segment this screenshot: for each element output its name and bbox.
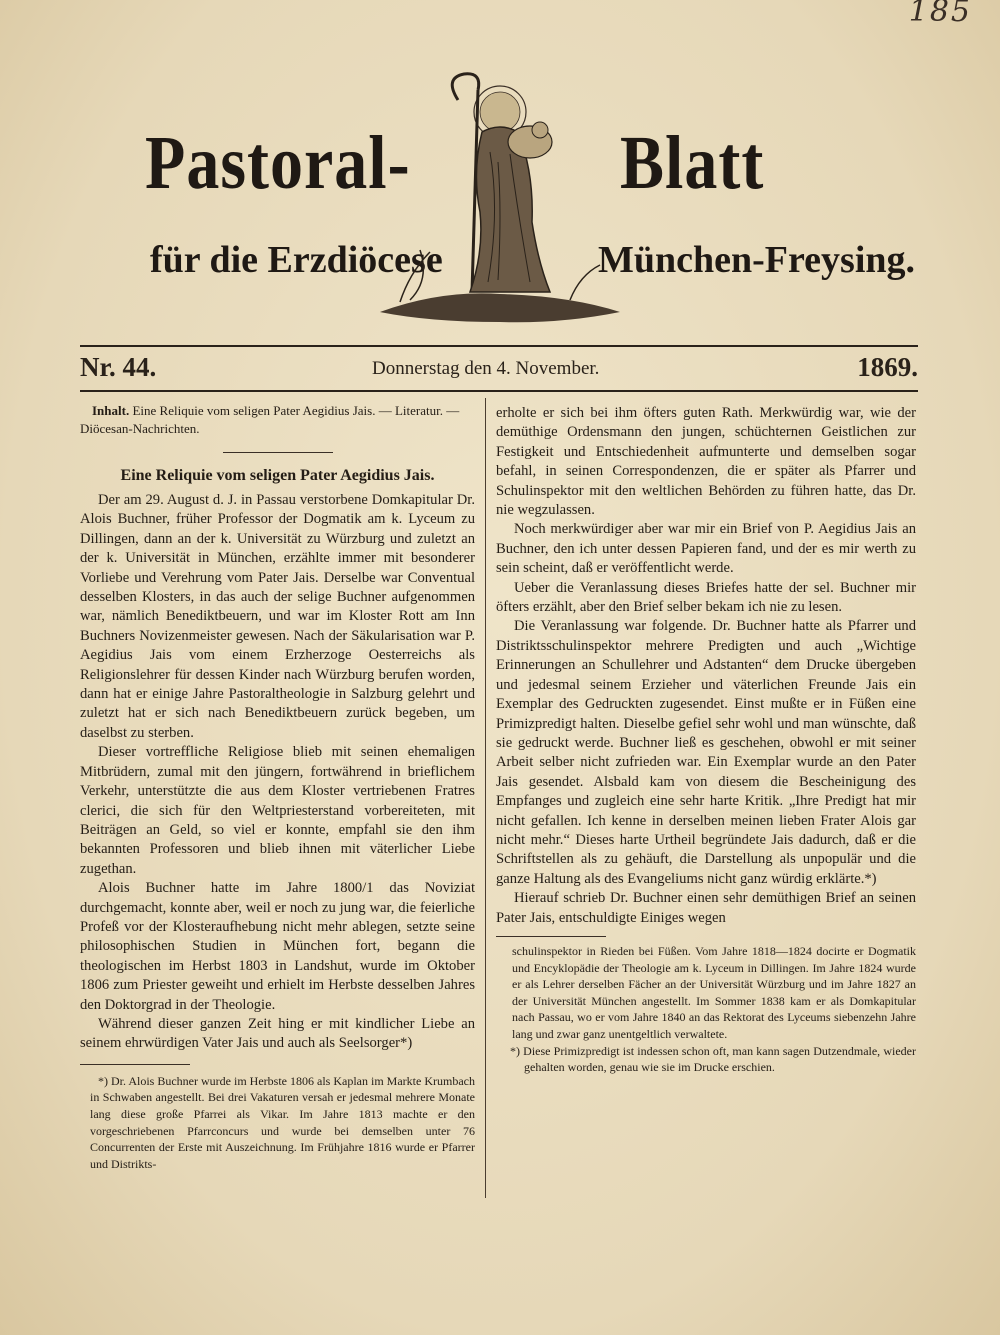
issue-bar	[80, 352, 918, 388]
issue-number: Nr. 44.	[80, 352, 157, 382]
masthead-subtitle-left: für die Erzdiöcese	[150, 239, 443, 281]
masthead-rule-bottom	[80, 390, 918, 392]
footnote-continuation: schulinspektor in Rieden bei Füßen. Vom Jahre 1818—1824 docirte er Dogmatik und Encyklopädie der Theologie am k. Lyceum in Dillingen. Im Jahre 1824 wurde er als Lehrer derselben Fächer an der Universität Würzburg und im Jahre 1827 an der Universität München angestellt. Im Sommer 1838 kam er als Domkapitular nach Passau, wo er vom Jahre 1840 an das Rektorat des Lyceums siebenzehn Jahre lang und zwar ganz unentgeltlich verwaltete.	[512, 943, 916, 1041]
article-title: Eine Reliquie vom seligen Pater Aegidius Jais.	[120, 467, 435, 484]
table-of-contents	[80, 402, 475, 438]
article-paragraph: Ueber die Veranlassung dieses Briefes hatte der sel. Buchner mir öfters erzählt, aber den Brief selber bekam ich nie zu lesen.	[496, 579, 916, 616]
contents-text: Eine Reliquie vom seligen Pater Aegidius Jais. — Literatur. — Diöcesan-Nachrichten.	[80, 403, 460, 436]
page-number: 185	[908, 0, 972, 29]
footnote: *) Diese Primizpredigt ist indessen schon oft, man kann sagen Dutzendmale, wieder gehalten worden, genau wie sie im Drucke erschien.	[510, 1043, 916, 1075]
left-column	[80, 402, 475, 1172]
contents-divider	[223, 452, 333, 453]
masthead-rule-top	[80, 345, 918, 347]
masthead-title-right: Blatt	[620, 121, 765, 206]
footnote: *) Dr. Alois Buchner wurde im Herbste 1806 als Kaplan im Markte Krumbach in Schwaben angestellt. Bei drei Vakaturen versah er jedesmal mehrere Monate lang diese große Pfarrei als Vikar. Im Jahre 1813 machte er den vorgeschriebenen Pfarrconcurs und wurde bei demselben unter 76 Concurrenten der Erste mit Auszeichnung. Im Frühjahre 1816 wurde er Pfarrer und Distrikts-	[90, 1073, 475, 1171]
masthead-title-left: Pastoral-	[145, 121, 411, 206]
right-column	[496, 404, 916, 1076]
article-paragraph: Der am 29. August d. J. in Passau verstorbene Domkapitular Dr. Alois Buchner, früher Professor der Dogmatik am k. Lyceum zu Dillingen, dann an der k. Universität zu Würzburg und zuletzt an der k. Universität in München, erzählte immer mit besonderer Vorliebe und Verehrung vom Pater Jais. Derselbe war Conventual desselben Klosters, in das auch der selige Buchner aufgenommen war, nämlich Benediktbeuern, und war im Kloster Rott am Inn Buchners Novizenmeister gewesen. Nach der Säkularisation war P. Aegidius Jais vom einem Erzherzoge Oesterreichs als Religionslehrer für dessen Kinder nach Würzburg berufen worden, dann hat er einige Jahre Pastoraltheologie in Salzburg gelehrt und zuletzt hat er sich nach Benediktbeuern zurück begeben, um daselbst zu sterben.	[80, 492, 475, 741]
article-paragraph: Die Veranlassung war folgende. Dr. Buchner hatte als Pfarrer und Distriktsschulinspektor mehrere Predigten und auch „Wichtige Erinnerungen an Schullehrer und Adstanten“ dem Drucke übergeben und jedesmal seinem Erzieher und väterlichen Freunde Jais ein Exemplar des Gedruckten zugesendet. Einst mußte er in Füßen eine Primizpredigt halten. Dieselbe gefiel sehr wohl und man wünschte, daß sie gedruckt werde. Buchner ließ es geschehen, obwohl er mit seiner Arbeit selber nicht zufrieden war. Ein Exemplar wurde an den Pater Jais gesendet. Alsbald kam von diesem die Bescheinigung des Empfanges und zugleich eine sehr harte Kritik. „Ihre Predigt hat mir nicht gefallen. Ich kenne in derselben meinen lieben Frater Alois gar nicht mehr.“ Dieses harte Urtheil begründete Jais dadurch, daß er die Schriftstellen als zu gehäuft, die Darstellung als unpopulär und die ganze Haltung als des Evangeliums nicht ganz würdig erklärte.*)	[496, 618, 916, 887]
article-paragraph: Noch merkwürdiger aber war mir ein Brief von P. Aegidius Jais an Buchner, den ich unter dessen Papieren fand, und der es mir werth zu sein scheint, daß er veröffentlicht werde.	[496, 521, 916, 577]
footnote-divider	[80, 1064, 190, 1065]
footnote-divider	[496, 936, 606, 937]
article-paragraph: Alois Buchner hatte im Jahre 1800/1 das Noviziat durchgemacht, konnte aber, weil er noch zu jung war, die feierliche Profeß vor der Klosteraufhebung nicht mehr ablegen, setzte seine philosophischen Studien in München fort, begann die theologischen im Herbst 1803 in Landshut, wurde im Oktober 1806 zum Priester geweiht und erhielt im Herbste desselben Jahres den Doktorgrad in der Theologie.	[80, 880, 475, 1013]
good-shepherd-emblem	[370, 62, 630, 327]
article-paragraph: erholte er sich bei ihm öfters guten Rath. Merkwürdig war, wie der demüthige Ordensmann den jungen, schüchternen Geistlichen zur Festigkeit und Entschiedenheit aufmunterte und demselben sogar befahl, in seinen Correspondenzen, die er später als Pfarrer und Schulinspektor mit den weltlichen Behörden zu führen hatte, das Dr. nie wegzulassen.	[496, 405, 916, 519]
article-body	[80, 491, 475, 1054]
column-divider	[485, 398, 486, 1198]
contents-label: Inhalt.	[92, 403, 130, 418]
article-paragraph: Während dieser ganzen Zeit hing er mit kindlicher Liebe an seinem ehrwürdigen Vater Jais und auch als Seelsorger*)	[80, 1015, 475, 1052]
article-paragraph: Hierauf schrieb Dr. Buchner einen sehr demüthigen Brief an seinen Pater Jais, entschuldigte Einiges wegen	[496, 890, 916, 926]
issue-date: Donnerstag den 4. November.	[372, 358, 600, 379]
masthead-subtitle-right: München-Freysing.	[598, 239, 916, 281]
article-paragraph: Dieser vortreffliche Religiose blieb mit seinen ehemaligen Mitbrüdern, zumal mit den jüngern, fortwährend in brieflichem Verkehr, unterstützte die aus dem Kloster vertriebenen Fratres clerici, die sich für den Weltpriesterstand vorbereiteten, mit Beiträgen an Geld, so viel er konnte, empfahl sie den ihm bekannten Professoren und blieb ihnen mit väterlicher Liebe zugethan.	[80, 744, 475, 877]
footnote-block	[496, 943, 916, 1076]
issue-year: 1869.	[857, 352, 918, 382]
